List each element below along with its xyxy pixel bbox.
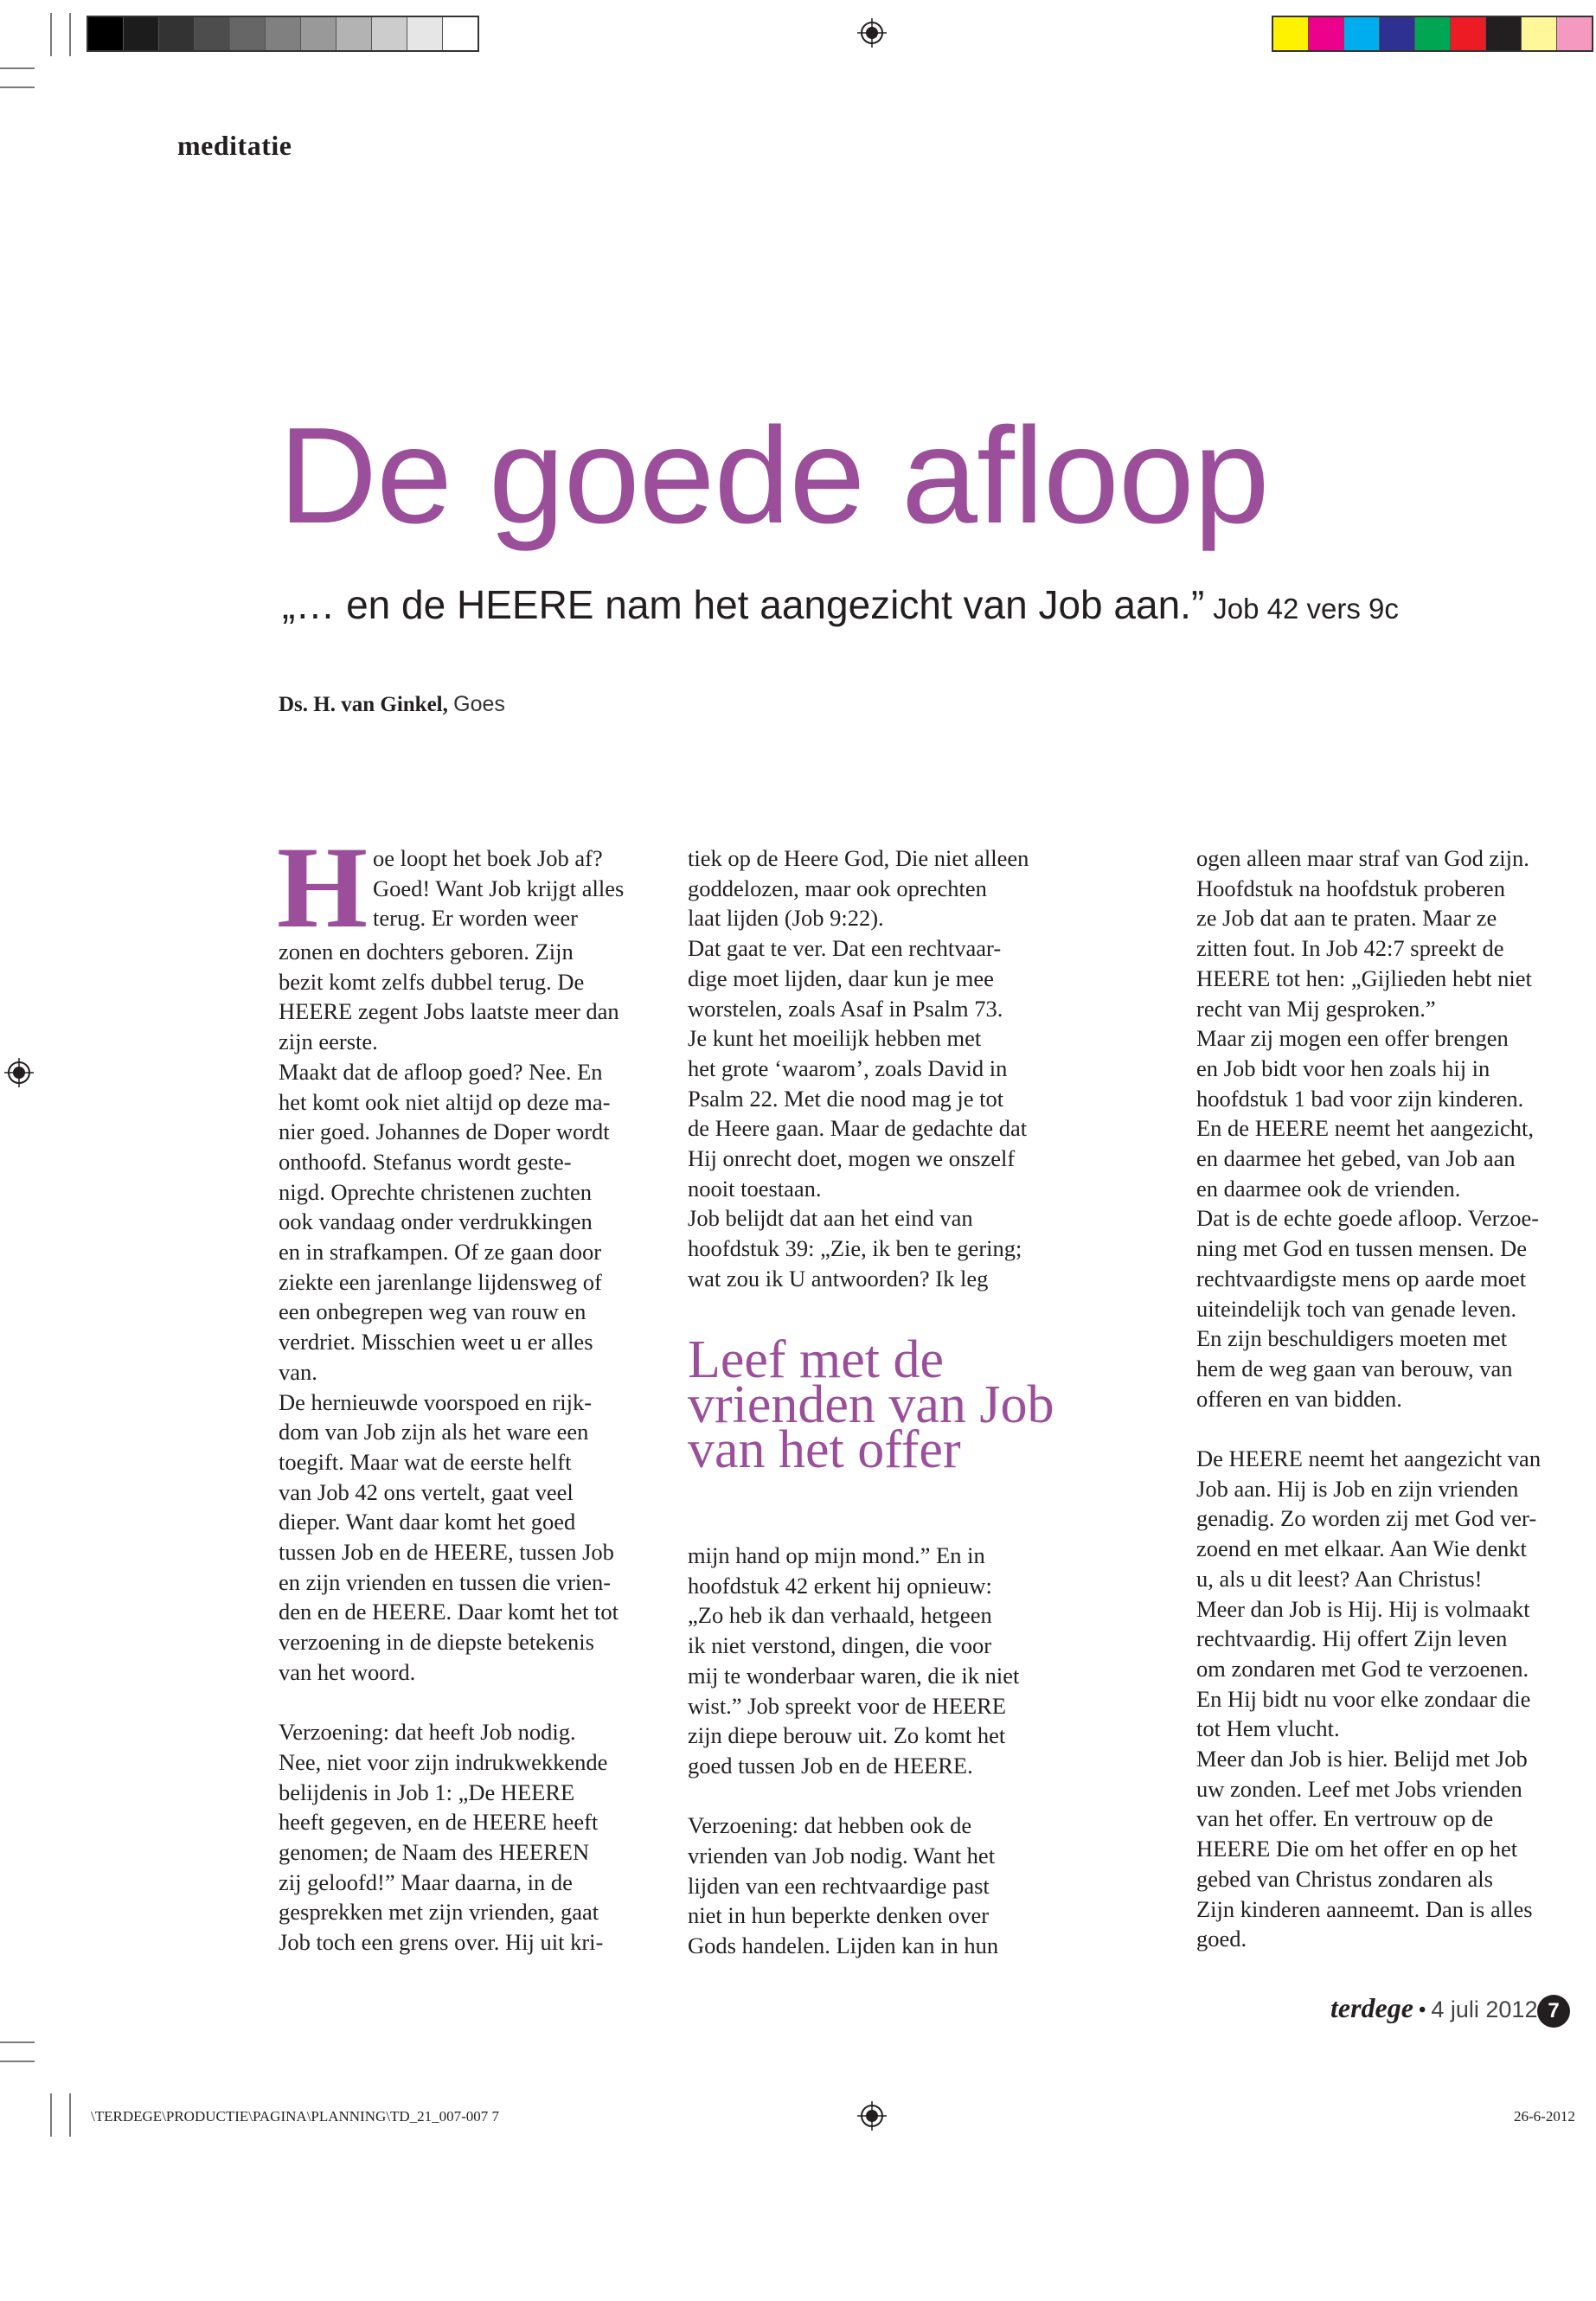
color-swatch	[1309, 17, 1344, 50]
color-swatch	[1344, 17, 1380, 50]
subheading-line: van het offer	[688, 1420, 961, 1479]
paragraph: De hernieuwde voorspoed en rijk- dom van Job zijn als het ware een toegift. Maar wat de eerste helft van Job 42 ons vertelt, gaat veel dieper. Want daar komt het goed tussen Job en de HEERE, tussen Job en zijn vrienden en tussen die vrien- den en de HEERE. Daar komt het tot verzoening in de diepste betekenis van het woord.	[279, 1388, 619, 1685]
paragraph: zonen en dochters geboren. Zijn bezit komt zelfs dubbel terug. De HEERE zegent Jobs laatste meer dan zijn eerste.	[279, 939, 619, 1055]
color-swatch	[159, 17, 195, 50]
color-swatch	[443, 17, 478, 50]
color-swatch	[1380, 17, 1415, 50]
color-swatch	[1522, 17, 1557, 50]
color-swatch	[337, 17, 372, 50]
paragraph: mijn hand op mijn mond.” En in hoofdstuk 42 erkent hij opnieuw: „Zo heb ik dan verhaald, hetgeen ik niet verstond, dingen, die voor mij te wonderbaar waren, die ik niet wist.” Job spreekt voor de HEERE zijn diepe berouw uit. Zo komt het goed tussen Job en de HEERE.	[688, 1542, 1020, 1779]
subheading-line: Leef met de	[688, 1330, 945, 1389]
text-column-1	[277, 824, 659, 1958]
color-swatch	[301, 17, 337, 50]
color-swatch	[372, 17, 407, 50]
color-swatch	[1415, 17, 1451, 50]
text-column-2	[688, 843, 1068, 1294]
byline	[279, 692, 505, 717]
footer-brand	[1330, 1992, 1537, 2024]
gray-color-bar	[87, 16, 479, 52]
paragraph: tiek op de Heere God, Die niet alleen goddelozen, maar ook oprechten laat lijden (Job 9:22).	[688, 845, 1029, 932]
color-swatch	[230, 17, 266, 50]
color-swatch	[88, 17, 124, 50]
section-label: meditatie	[177, 130, 292, 161]
paragraph: Verzoening: dat hebben ook de vrienden van Job nodig. Want het lijden van een rechtvaardige past niet in hun beperkte denken over Gods handelen. Lijden kan in hun	[688, 1812, 999, 1959]
paragraph: Maakt dat de afloop goed? Nee. En het komt ook niet altijd op deze ma- nier goed. Johannes de Doper wordt onthoofd. Stefanus wordt geste- nigd. Oprechte christenen zuchten ook vandaag onder verdrukkingen en in strafkampen. Of ze gaan door ziekte een jarenlange lijdensweg of een onbegrepen weg van rouw en verdriet. Misschien weet u er alles van.	[279, 1058, 611, 1385]
color-swatch	[124, 17, 159, 50]
footer-separator: •	[1418, 1999, 1426, 2022]
crop-mark	[50, 2093, 52, 2137]
crop-mark	[0, 87, 35, 88]
registration-mark-icon	[857, 18, 887, 48]
paragraph: De HEERE neemt het aangezicht van Job aan. Hij is Job en zijn vrienden genadig. Zo worden zij met God ver- zoend en met elkaar. Aan Wie denkt u, als u dit leest? Aan Christus!	[1196, 1445, 1542, 1592]
process-color-bar	[1272, 16, 1593, 52]
crop-mark	[69, 13, 71, 56]
registration-mark-icon	[857, 2101, 887, 2131]
paragraph: Je kunt het moeilijk hebben met het grote ‘waarom’, zoals David in Psalm 22. Met die nood mag je tot de Heere gaan. Maar de gedachte dat Hij onrecht doet, mogen we onszelf nooit toestaan.	[688, 1025, 1028, 1202]
drop-cap: H	[277, 824, 369, 952]
color-swatch	[266, 17, 301, 50]
color-swatch	[407, 17, 443, 50]
crop-mark	[50, 13, 52, 56]
print-slug-path: \TERDEGE\PRODUCTIE\PAGINA\PLANNING\TD_21_007-007 7	[91, 2108, 500, 2125]
paragraph: Meer dan Job is hier. Belijd met Job uw zonden. Leef met Jobs vrienden van het offer. En vertrouw op de HEERE Die om het offer en op het gebed van Christus zondaren als Zijn kinderen aanneemt. Dan is alles goed.	[1196, 1746, 1533, 1952]
article-title: De goede afloop	[279, 400, 1269, 552]
bible-quote: „… en de HEERE nam het aangezicht van Job aan.”	[282, 582, 1205, 627]
registration-mark-icon	[4, 1058, 34, 1087]
paragraph: Verzoening: dat heeft Job nodig. Nee, niet voor zijn indrukwekkende belijdenis in Job 1: „De HEERE heeft gegeven, en de HEERE heeft genomen; de Naam des HEEREN zij geloofd!” Maar daarna, in de gesprekken met zijn vrienden, gaat Job toch een grens over. Hij uit kri-	[279, 1719, 608, 1956]
paragraph: Job belijdt dat aan het eind van hoofdstuk 39: „Zie, ik ben te gering; wat zou ik U antwoorden? Ik leg	[688, 1205, 1022, 1292]
subheading-line: vrienden van Job	[688, 1375, 1054, 1434]
bible-reference: Job 42 vers 9c	[1213, 593, 1399, 625]
article-subtitle	[282, 581, 1399, 628]
paragraph: ogen alleen maar straf van God zijn. Hoofdstuk na hoofdstuk proberen ze Job dat aan te praten. Maar ze zitten fout. In Job 42:7 spreekt de HEERE tot hen: „Gijlieden hebt niet recht van Mij gesproken.”	[1196, 845, 1532, 1022]
paragraph: Dat is de echte goede afloop. Verzoe- ning met God en tussen mensen. De rechtvaardigste mens op aarde moet uiteindelijk toch van genade leven. En zijn beschuldigers moeten met hem de weg gaan van berouw, van offeren en van bidden.	[1196, 1205, 1540, 1412]
crop-mark	[0, 67, 35, 69]
color-swatch	[1451, 17, 1486, 50]
issue-date: 4 juli 2012	[1431, 1997, 1538, 2022]
text-column-3	[1196, 843, 1577, 1954]
paragraph: Maar zij mogen een offer brengen en Job bidt voor hen zoals hij in hoofdstuk 1 bad voor zijn kinderen. En de HEERE neemt het aangezicht, en daarmee het gebed, van Job aan en daarmee ook de vrienden.	[1196, 1025, 1534, 1202]
crop-mark	[69, 2093, 71, 2137]
text-column-2-continued	[688, 1541, 1068, 1961]
crop-mark	[0, 2041, 35, 2043]
intro-paragraph: oe loopt het boek Job af? Goed! Want Job krijgt alles terug. Er worden weer	[373, 845, 625, 932]
magazine-logo: terdege	[1330, 1992, 1413, 2023]
page-number: 7	[1537, 1995, 1570, 2028]
print-slug-date: 26-6-2012	[1514, 2108, 1575, 2125]
color-swatch	[1273, 17, 1309, 50]
author-name: Ds. H. van Ginkel,	[279, 693, 448, 716]
color-swatch	[1557, 17, 1592, 50]
crop-mark	[0, 2061, 35, 2062]
paragraph: Meer dan Job is Hij. Hij is volmaakt rechtvaardig. Hij offert Zijn leven om zondaren met God te verzoenen. En Hij bidt nu voor elke zondaar die tot Hem vlucht.	[1196, 1595, 1531, 1742]
paragraph: Dat gaat te ver. Dat een rechtvaar- dige moet lijden, daar kun je mee worstelen, zoals Asaf in Psalm 73.	[688, 935, 1003, 1022]
color-swatch	[195, 17, 230, 50]
subheading	[688, 1330, 1172, 1479]
color-swatch	[1486, 17, 1522, 50]
author-place: Goes	[453, 692, 505, 716]
